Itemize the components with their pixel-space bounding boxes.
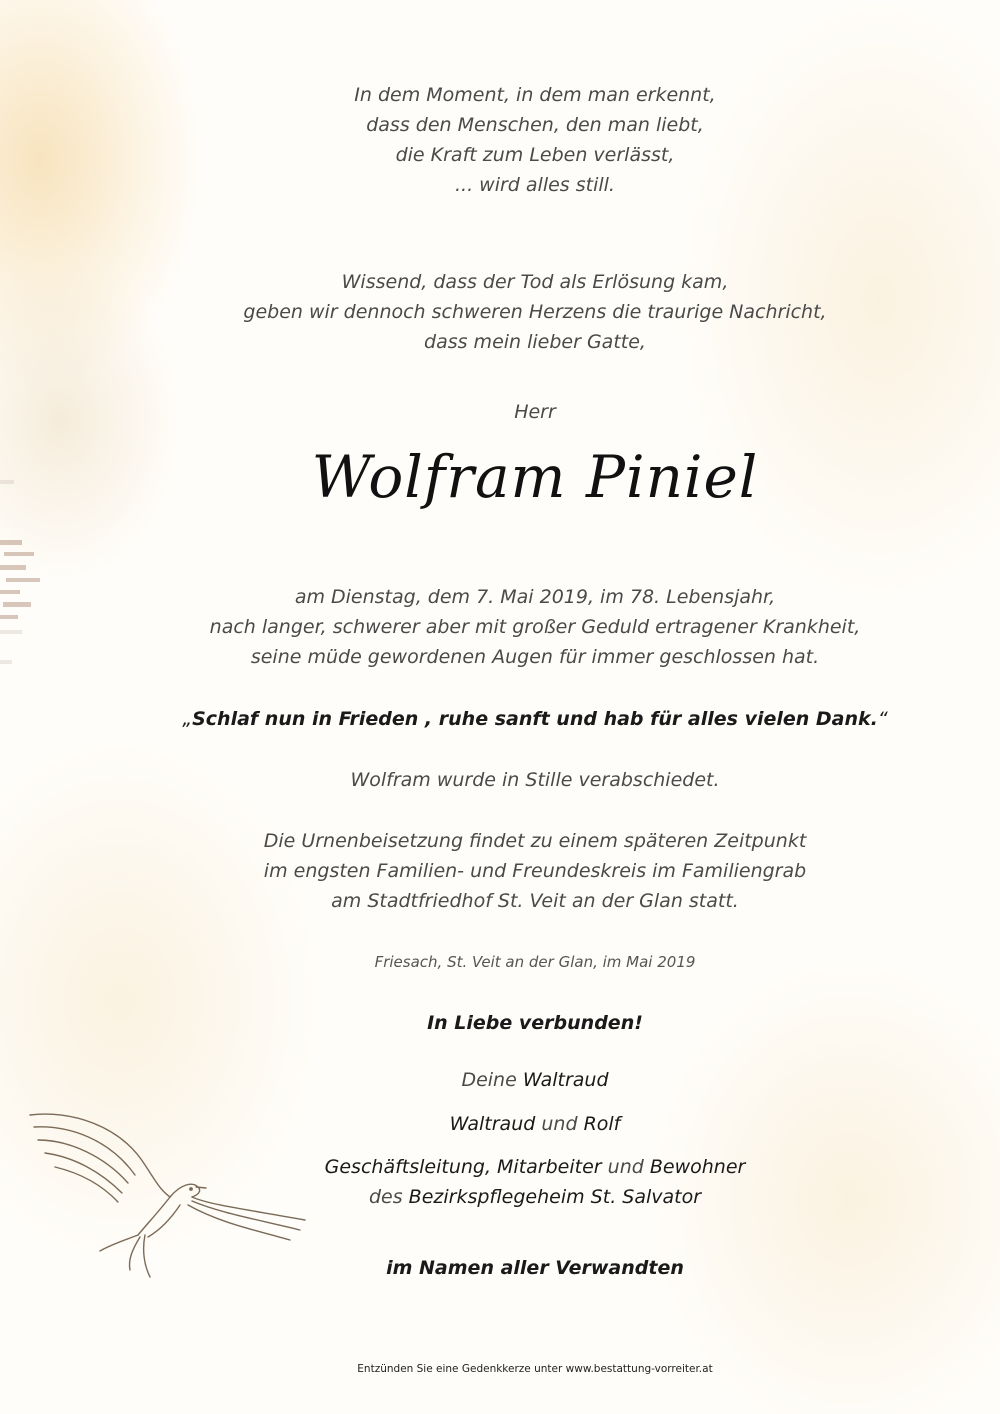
mourner-name: Rolf <box>583 1113 621 1135</box>
quote <box>70 704 1000 734</box>
mourner-line <box>70 1182 1000 1212</box>
mourner-name: Waltraud <box>449 1113 536 1135</box>
mourner-line <box>70 1109 1000 1139</box>
intro-line: dass mein lieber Gatte, <box>424 331 646 353</box>
farewell-text: Wolfram wurde in Stille verabschiedet. <box>350 769 720 791</box>
mourner-name: Bezirkspflegeheim St. Salvator <box>408 1186 702 1208</box>
closing-text: In Liebe verbunden! <box>427 1012 643 1034</box>
mourner-word: Deine <box>461 1069 517 1091</box>
mourner-name: Geschäftsleitung, Mitarbeiter <box>324 1156 602 1178</box>
mourner-line <box>70 1152 1000 1182</box>
quote-text: Schlaf nun in Frieden , ruhe sanft und hab für alles vielen Dank. <box>192 708 878 730</box>
poem-line: In dem Moment, in dem man erkennt, <box>354 84 716 106</box>
passing-line: am Dienstag, dem 7. Mai 2019, im 78. Lebensjahr, <box>294 586 776 608</box>
passing-line: seine müde gewordenen Augen für immer geschlossen hat. <box>250 646 820 668</box>
intro-line: geben wir dennoch schweren Herzens die traurige Nachricht, <box>243 301 827 323</box>
mourner-name: Bewohner <box>649 1156 746 1178</box>
burial-line: am Stadtfriedhof St. Veit an der Glan statt. <box>331 890 739 912</box>
mourner-word: und <box>541 1113 578 1135</box>
burial-line: Die Urnenbeisetzung findet zu einem späteren Zeitpunkt <box>263 830 807 852</box>
poem-line: die Kraft zum Leben verlässt, <box>395 144 675 166</box>
poem-line: dass den Menschen, den man liebt, <box>366 114 704 136</box>
mourner-line <box>70 1065 1000 1095</box>
deceased-name: Wolfram Piniel <box>311 443 759 511</box>
footer-text: Entzünden Sie eine Gedenkkerze unter www.bestattung-vorreiter.at <box>357 1363 713 1375</box>
poem-line: ... wird alles still. <box>455 174 615 196</box>
honorific: Herr <box>514 401 556 423</box>
place-date: Friesach, St. Veit an der Glan, im Mai 2019 <box>374 953 696 971</box>
quote-open: „ <box>182 708 193 730</box>
intro-line: Wissend, dass der Tod als Erlösung kam, <box>341 271 729 293</box>
passing-line: nach langer, schwerer aber mit großer Geduld ertragener Krankheit, <box>209 616 861 638</box>
quote-close: “ <box>877 708 888 730</box>
mourner-name: Waltraud <box>522 1069 609 1091</box>
mourner-line: im Namen aller Verwandten <box>386 1257 684 1279</box>
mourner-word: und <box>607 1156 644 1178</box>
mourner-word: des <box>368 1186 403 1208</box>
burial-line: im engsten Familien- und Freundeskreis im Familiengrab <box>263 860 807 882</box>
